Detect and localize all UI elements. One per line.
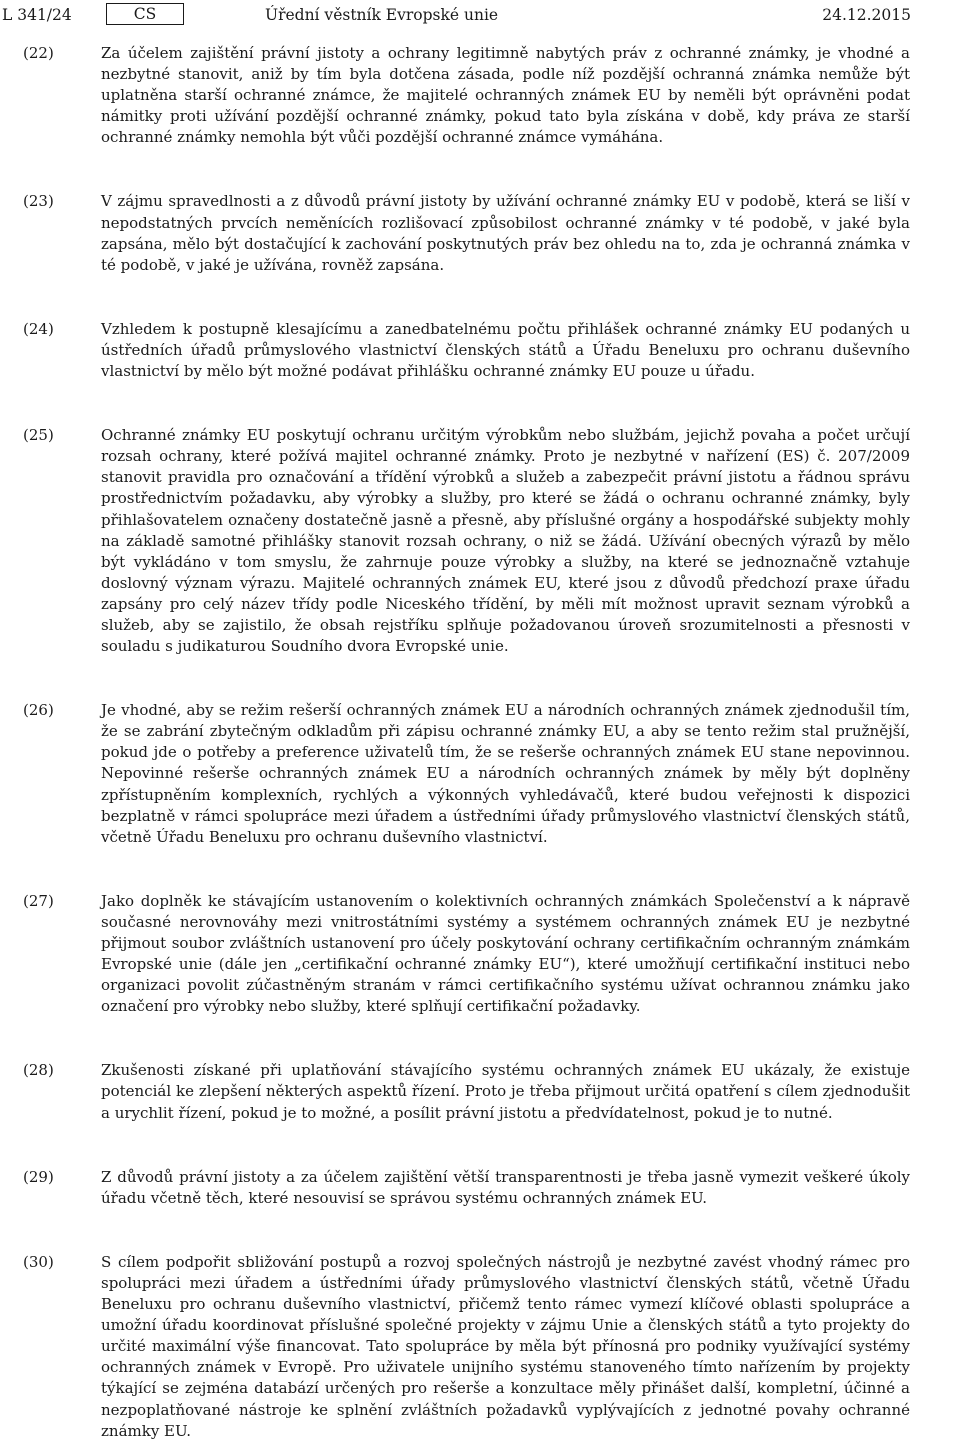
recital-text: Z důvodů právní jistoty a za účelem zajištění větší transparentnosti je třeba jasně vymezit veškeré úkoly úřadu včetně těch, které nesouvisí se správou systému ochranných známek EU.	[101, 1167, 910, 1207]
recital-text: Jako doplněk ke stávajícím ustanovením o kolektivních ochranných známkách Společenství a k nápravě současné nerovnováhy mezi vnitrostátními systémy a systémem ochranných známek EU je nezbytné přijmout soubor zvláštních ustanovení pro účely poskytování ochrany certifikačním ochranným známkám Evropské unie (dále jen „certifikační ochranné známky EU“), které umožňují certifikační instituci nebo organizaci povolit zúčastněným stranám v rámci certifikačního systému užívat ochrannou známku jako označení pro výrobky nebo služby, které splňují certifikační požadavky.	[101, 891, 910, 1016]
recital-28	[0, 1060, 960, 1123]
recital-text: V zájmu spravedlnosti a z důvodů právní jistoty by užívání ochranné známky EU v podobě, která se liší v nepodstatných prvcích neměnících rozlišovací způsobilost ochranné známky v té podobě, v jaké byla zapsána, mělo být dostačující k zachování poskytnutých práv bez ohledu na to, zda je ochranná známka v té podobě, v jaké je užívána, rovněž zapsána.	[101, 192, 910, 274]
recital-29	[0, 1167, 960, 1209]
recital-text: Je vhodné, aby se režim rešerší ochranných známek EU a národních ochranných známek zjednodušil tím, že se zabrání zbytečným odkladům při zápisu ochranné známky EU, a aby se tento režim stal pružnější, pokud jde o potřeby a preference uživatelů tím, že se rešerše ochranných známek EU stane nepovinnou. Nepovinné rešerše ochranných známek EU a národních ochranných známek by měly být doplněny zpřístupněním komplexních, rychlých a výkonných vyhledávačů, které budou veřejnosti k dispozici bezplatně v rámci spolupráce mezi úřadem a ústředními úřady průmyslového vlastnictví členských států, včetně Úřadu Beneluxu pro ochranu duševního vlastnictví.	[101, 701, 910, 846]
recital-25	[0, 425, 960, 657]
recital-text: Ochranné známky EU poskytují ochranu určitým výrobkům nebo službám, jejichž povaha a počet určují rozsah ochrany, které požívá majitel ochranné známky. Proto je nezbytné v nařízení (ES) č. 207/2009 stanovit pravidla pro označování a třídění výrobků a služeb a zabezpečit právní jistotu a řádnou správu prostřednictvím požadavku, aby výrobky a služby, pro které se žádá o ochranu ochranné známky, byly přihlašovatelem označeny dostatečně jasně a přesně, aby příslušné orgány a hospodářské subjekty mohly na základě samotné přihlášky stanovit rozsah ochrany, o niž se žádá. Užívání obecných výrazů by mělo být vykládáno v tom smyslu, že zahrnuje pouze výrobky a služby, na které se jednoznačně vztahuje doslovný význam výrazu. Majitelé ochranných známek EU, které jsou z důvodů předchozí praxe úřadu zapsány pro celý název třídy podle Niceského třídění, by měli mít možnost upravit seznam výrobků a služeb, aby se zajistilo, že obsah rejstříku splňuje požadovanou úroveň srozumitelnosti a přesnosti v souladu s judikaturou Soudního dvora Evropské unie.	[101, 426, 910, 656]
recital-text: S cílem podpořit sbližování postupů a rozvoj společných nástrojů je nezbytné zavést vhodný rámec pro spolupráci mezi úřadem a ústředními úřady průmyslového vlastnictví členských států, včetně Úřadu Beneluxu pro ochranu duševního vlastnictví, přičemž tento rámec vymezí klíčové oblasti spolupráce a umožní úřadu koordinovat příslušné společné projekty v zájmu Unie a členských států a tyto projekty do určité maximální výše financovat. Tato spolupráce by měla být přínosná pro podniky využívající systémy ochranných známek v Evropě. Pro uživatele unijního systému stanoveného tímto nařízením by projekty týkající se zejména databází určených pro rešerše a konzultace měly přinášet další, kompletní, účinné a nezpoplatňované nástroje ke splnění zvláštních požadavků vyplývajících z jednotné povahy ochranné známky EU.	[101, 1252, 910, 1440]
recital-text: Za účelem zajištění právní jistoty a ochrany legitimně nabytých práv z ochranné známky, je vhodné a nezbytné stanovit, aniž by tím byla dotčena zásada, podle níž pozdější ochranná známka nemůže být uplatněna starší ochranné známce, že majitelé ochranných známek EU by neměli být oprávněni podat námitky proti užívání pozdější ochranné známky, pokud tato byla získána v době, kdy práva ze starší ochranné známky nemohla být vůči pozdější ochranné známce vymáhána.	[101, 44, 910, 147]
recital-27	[0, 891, 960, 1018]
recitals-list	[0, 43, 960, 1442]
recital-number: (28)	[23, 1061, 54, 1080]
journal-title: Úřední věstník Evropské unie	[265, 6, 499, 24]
recital-number: (24)	[23, 319, 54, 338]
recital-number: (27)	[23, 891, 54, 910]
recital-26	[0, 700, 960, 848]
page-header	[0, 3, 960, 27]
recital-24	[0, 319, 960, 382]
language-box: CS	[106, 3, 184, 25]
page-reference: L 341/24	[2, 6, 72, 24]
recital-23	[0, 191, 960, 275]
recital-number: (23)	[23, 192, 54, 211]
recital-number: (26)	[23, 701, 54, 720]
recital-22	[0, 43, 960, 148]
recital-text: Zkušenosti získané při uplatňování stávajícího systému ochranných známek EU ukázaly, že existuje potenciál ke zlepšení některých aspektů řízení. Proto je třeba přijmout určitá opatření s cílem zjednodušit a urychlit řízení, pokud je to možné, a posílit právní jistotu a předvídatelnost, pokud je to nutné.	[101, 1061, 910, 1122]
recital-number: (22)	[23, 44, 54, 62]
recital-number: (29)	[23, 1167, 54, 1186]
recital-number: (30)	[23, 1252, 54, 1271]
recital-number: (25)	[23, 426, 54, 445]
recital-30	[0, 1252, 960, 1442]
recital-text: Vzhledem k postupně klesajícímu a zanedbatelnému počtu přihlášek ochranné známky EU podaných u ústředních úřadů průmyslového vlastnictví členských států a Úřadu Beneluxu pro ochranu duševního vlastnictví by mělo být možné podávat přihlášku ochranné známky EU pouze u úřadu.	[101, 319, 910, 381]
publication-date: 24.12.2015	[822, 6, 911, 24]
